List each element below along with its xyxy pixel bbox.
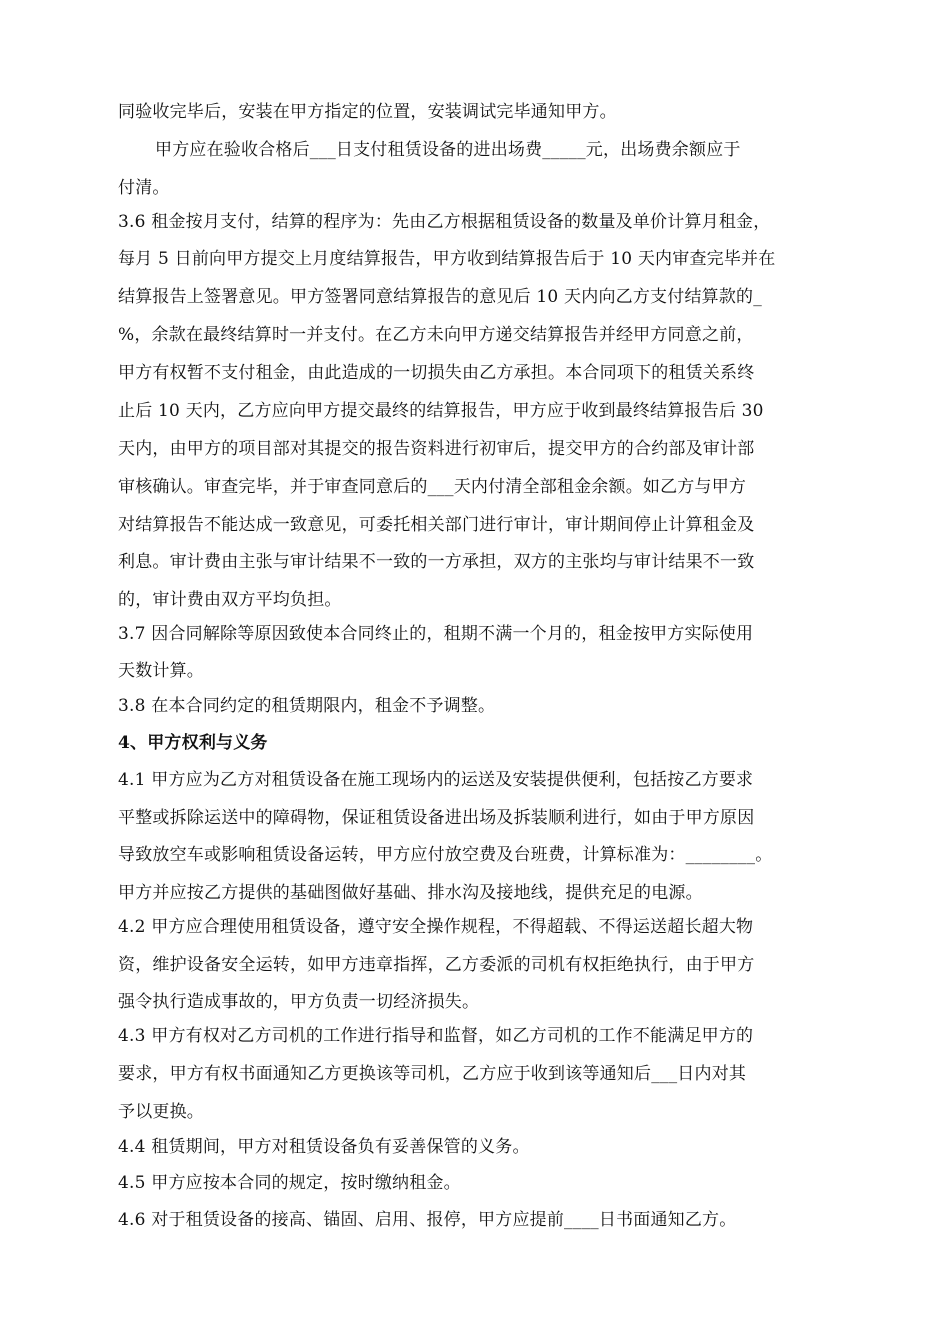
text-line: 予以更换。 [118,1102,204,1122]
text-line: 结算报告上签署意见。甲方签署同意结算报告的意见后 10 天内向乙方支付结算款的_ [118,287,762,307]
text-line: 平整或拆除运送中的障碍物，保证租赁设备进出场及拆装顺利进行，如由于甲方原因 [118,808,755,828]
clause-4-6: 4.6 对于租赁设备的接高、锚固、启用、报停，甲方应提前____日书面通知乙方。 [118,1210,737,1230]
text-line: 要求，甲方有权书面通知乙方更换该等司机，乙方应于收到该等通知后___日内对其 [118,1064,747,1084]
text-line: 甲方应在验收合格后___日支付租赁设备的进出场费_____元，出场费余额应于 [155,140,741,160]
text-line: 导致放空车或影响租赁设备运转，甲方应付放空费及台班费，计算标准为：________。 [118,845,773,865]
clause-4-3: 4.3 甲方有权对乙方司机的工作进行指导和监督，如乙方司机的工作不能满足甲方的 [118,1026,754,1046]
text-line: 利息。审计费由主张与审计结果不一致的一方承担，双方的主张均与审计结果不一致 [118,552,755,572]
clause-3-6: 3.6 租金按月支付，结算的程序为：先由乙方根据租赁设备的数量及单价计算月租金， [118,212,771,232]
section-heading: 4、甲方权利与义务 [118,733,268,753]
text-line: 审核确认。审查完毕，并于审查同意后的___天内付清全部租金余额。如乙方与甲方 [118,477,747,497]
clause-4-4: 4.4 租赁期间，甲方对租赁设备负有妥善保管的义务。 [118,1137,530,1157]
clause-3-8: 3.8 在本合同约定的租赁期限内，租金不予调整。 [118,696,496,716]
text-line: 同验收完毕后，安装在甲方指定的位置，安装调试完毕通知甲方。 [118,102,617,122]
text-line: 对结算报告不能达成一致意见，可委托相关部门进行审计，审计期间停止计算租金及 [118,515,755,535]
text-line: 天数计算。 [118,661,204,681]
clause-4-5: 4.5 甲方应按本合同的规定，按时缴纳租金。 [118,1173,461,1193]
text-line: 止后 10 天内，乙方应向甲方提交最终的结算报告，甲方应于收到最终结算报告后 30 [118,401,764,421]
text-line: 的，审计费由双方平均负担。 [118,590,342,610]
clause-3-7: 3.7 因合同解除等原因致使本合同终止的，租期不满一个月的，租金按甲方实际使用 [118,624,754,644]
clause-4-1: 4.1 甲方应为乙方对租赁设备在施工现场内的运送及安装提供便利，包括按乙方要求 [118,770,754,790]
text-line: 甲方有权暂不支付租金，由此造成的一切损失由乙方承担。本合同项下的租赁关系终 [118,363,755,383]
text-line: 强令执行造成事故的，甲方负责一切经济损失。 [118,992,480,1012]
text-line: 每月 5 日前向甲方提交上月度结算报告，甲方收到结算报告后于 10 天内审查完毕并在 [118,249,776,269]
text-line: %，余款在最终结算时一并支付。在乙方未向甲方递交结算报告并经甲方同意之前， [118,325,754,345]
text-line: 付清。 [118,178,170,198]
text-line: 天内，由甲方的项目部对其提交的报告资料进行初审后，提交甲方的合约部及审计部 [118,439,755,459]
clause-4-2: 4.2 甲方应合理使用租赁设备，遵守安全操作规程，不得超载、不得运送超长超大物 [118,917,754,937]
text-line: 资，维护设备安全运转，如甲方违章指挥，乙方委派的司机有权拒绝执行，由于甲方 [118,955,755,975]
text-line: 甲方并应按乙方提供的基础图做好基础、排水沟及接地线，提供充足的电源。 [118,883,703,903]
